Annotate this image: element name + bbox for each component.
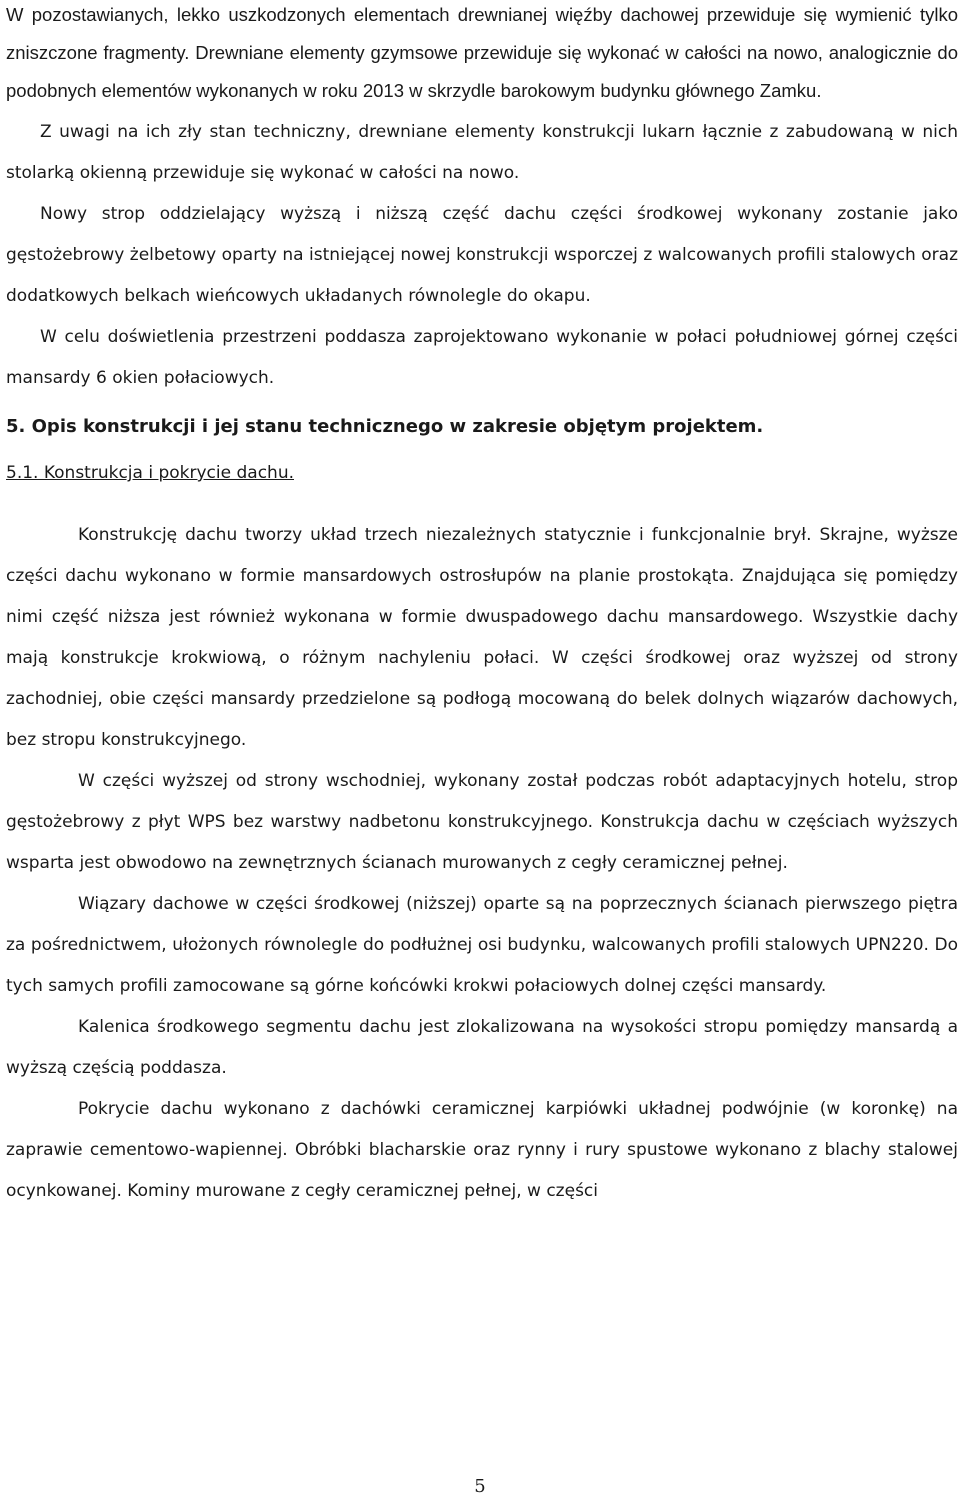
paragraph-roof-truss-repair: W pozostawianych, lekko uszkodzonych elementach drewnianej więźby dachowej przewiduje się wymienić tylko zniszczone fragmenty. Drewniane elementy gzymsowe przewiduje się wykonać w całości na nowo, analogicznie do podobnych elementów wykonanych w roku 2013 w skrzydle barokowym budynku głównego Zamku. — [6, 4, 958, 101]
paragraph-ridge: Kalenica środkowego segmentu dachu jest zlokalizowana na wysokości stropu pomiędzy mansardą a wyższą częścią poddasza. — [6, 1017, 958, 1078]
paragraph-roofing: Pokrycie dachu wykonano z dachówki ceramicznej karpiówki układnej podwójnie (w koronkę) na zaprawie cementowo-wapiennej. Obróbki blacharskie oraz rynny i rury spustowe wykonano z blachy stalowej ocynkowanej. Kominy murowane z cegły ceramicznej pełnej, w części — [6, 1099, 958, 1201]
paragraph-roof-structure: Konstrukcję dachu tworzy układ trzech niezależnych statycznie i funkcjonalnie brył. Skrajne, wyższe części dachu wykonano w formie mansardowych ostrosłupów na planie prostokąta. Znajdująca się pomiędzy nimi część niższa jest również wykonana w formie dwuspadowego dachu mansardowego. Wszystkie dachy mają konstrukcje krokwiową, o różnym nachyleniu połaci. W części środkowej oraz wyższej od strony zachodniej, obie części mansardy przedzielone są podłogą mocowaną do belek dolnych wiązarów dachowych, bez stropu konstrukcyjnego. — [6, 525, 958, 750]
paragraph-trusses: Wiązary dachowe w części środkowej (niższej) oparte są na poprzecznych ścianach pierwszego piętra za pośrednictwem, ułożonych równolegle do podłużnej osi budynku, walcowanych profili stalowych UPN220. Do tych samych profili zamocowane są górne końcówki krokwi połaciowych dolnej części mansardy. — [6, 894, 958, 996]
paragraph-new-ceiling: Nowy strop oddzielający wyższą i niższą część dachu części środkowej wykonany zostanie jako gęstożebrowy żelbetowy oparty na istniejącej nowej konstrukcji wsporczej z walcowanych profili stalowych oraz dodatkowych belkach wieńcowych układanych równolegle do okapu. — [6, 204, 958, 306]
section-body — [6, 515, 958, 1212]
page-number: 5 — [474, 1476, 486, 1497]
paragraph-east-ceiling: W części wyższej od strony wschodniej, wykonany został podczas robót adaptacyjnych hotelu, strop gęstożebrowy z płyt WPS bez warstwy nadbetonu konstrukcyjnego. Konstrukcja dachu w częściach wyższych wsparta jest obwodowo na zewnętrznych ścianach murowanych z cegły ceramicznej pełnej. — [6, 771, 958, 873]
paragraph-dormers: Z uwagi na ich zły stan techniczny, drewniane elementy konstrukcji lukarn łącznie z zabudowaną w nich stolarką okienną przewiduje się wykonać w całości na nowo. — [6, 122, 958, 183]
paragraph-roof-windows: W celu doświetlenia przestrzeni poddasza zaprojektowano wykonanie w połaci południowej górnej części mansardy 6 okien połaciowych. — [6, 327, 958, 388]
page-content — [6, 0, 958, 1212]
subsection-heading: 5.1. Konstrukcja i pokrycie dachu. — [6, 463, 294, 483]
section-heading: 5. Opis konstrukcji i jej stanu technicznego w zakresie objętym projektem. — [6, 416, 764, 437]
